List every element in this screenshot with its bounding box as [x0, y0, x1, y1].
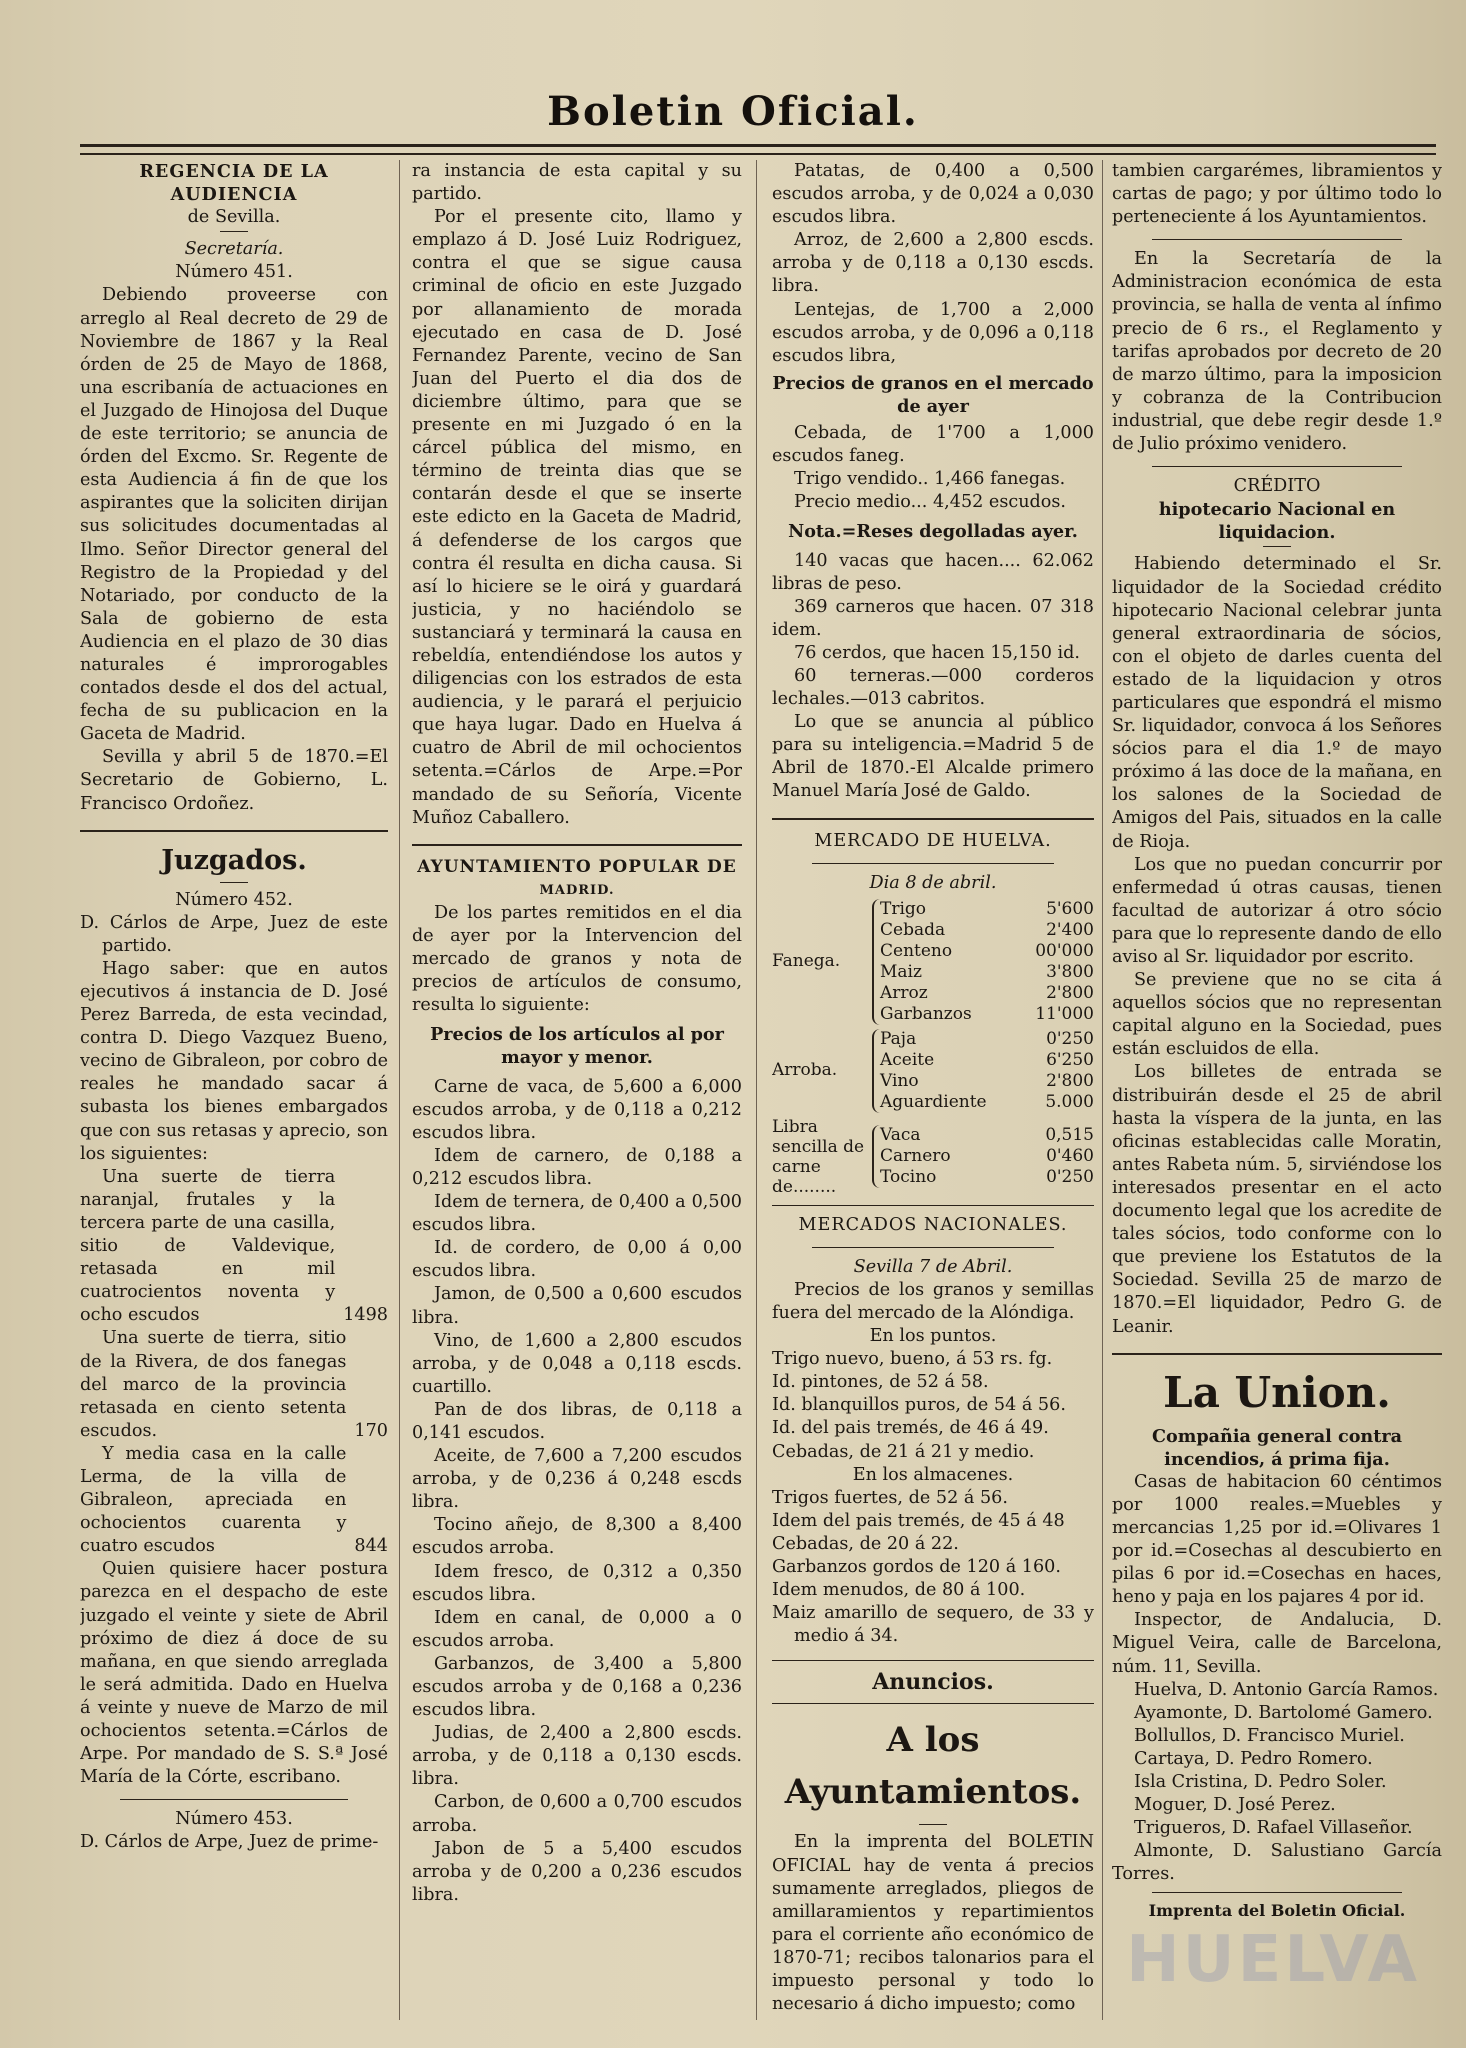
market-row [880, 1029, 1094, 1050]
paragraph: Sevilla y abril 5 de 1870.=El Secretario de Gobierno, L. Francisco Ordoñez. [80, 747, 388, 814]
paragraph: Cebada, de 1'700 a 1,000 escudos faneg. [772, 423, 1094, 467]
product-name: Arroz [880, 982, 928, 1003]
market-row [880, 962, 1094, 983]
divider [1152, 239, 1402, 240]
market-row [880, 1092, 1094, 1113]
list-item: Isla Cristina, D. Pedro Soler. [1134, 1772, 1387, 1792]
divider [772, 1660, 1094, 1661]
market-row [880, 920, 1094, 941]
list-item [80, 1443, 388, 1558]
paragraph: Precio medio... 4,452 escudos. [794, 492, 1067, 513]
market-rows [872, 899, 1094, 1025]
paragraph: ra instancia de esta capital y su partido. [412, 161, 742, 205]
masthead-rule [80, 144, 1436, 155]
paragraph: Los que no puedan concurrir por enfermedad ú otras causas, tienen facultad de autorizar á otro sócio para que lo represente dando de ello aviso al Sr. liquidador por escrito. [1112, 854, 1442, 967]
section-subheading: MADRID. [539, 882, 615, 898]
product-name: Tocino [880, 1167, 937, 1188]
market-table-arroba [772, 1029, 1094, 1113]
paragraph: 369 carneros que hacen. 07 318 idem. [772, 596, 1094, 640]
product-price: 0,515 [1045, 1125, 1094, 1146]
list-item: Almonte, D. Salustiano García Torres. [1112, 1841, 1442, 1885]
paragraph: Trigo vendido.. 1,466 fanegas. [794, 469, 1066, 490]
product-price: 0'460 [1046, 1146, 1094, 1167]
library-watermark: HUELVA [1126, 1923, 1420, 1997]
list-item: Jamon, de 0,500 a 0,600 escudos libra. [412, 1284, 742, 1328]
paragraph: D. Cárlos de Arpe, Juez de prime- [80, 1832, 379, 1853]
market-table-libra [772, 1117, 1094, 1197]
item-value: 170 [354, 1420, 388, 1441]
product-name: Vino [880, 1070, 919, 1091]
price-heading: Precios de los artículos al por mayor y menor. [430, 1024, 724, 1069]
grain-list [772, 1348, 1094, 1463]
divider [412, 844, 742, 846]
column-3 [772, 160, 1094, 2030]
product-price: 2'400 [1046, 919, 1094, 940]
paragraph: Habiendo determinado el Sr. liquidador de la Sociedad crédito hipotecario Nacional celebrar junta general extraordinaria de sócios, con el objeto de darles cuenta del estado de la liquidacion y otros particulares que espondrá el mismo Sr. liquidador, convoca á los Señores sócios para el dia 1.º de mayo próximo á las doce de la mañana, en los salones de la Sociedad de Amigos del Pais, situados en la calle de Rioja. [1112, 554, 1442, 852]
notice-number: Número 451. [175, 262, 293, 283]
product-name: Maiz [880, 961, 922, 982]
paragraph: En la imprenta del BOLETIN OFICIAL hay de venta á precios sumamente arreglados, pliegos de amillaramientos y repartimientos para el corriente año económico de 1870-71; recibos talonarios para el impuesto personal y todo lo necesario á dicho impuesto; como [772, 1832, 1094, 2015]
column-separator [1102, 160, 1103, 2020]
subheading: En los almacenes. [852, 1464, 1014, 1485]
market-heading: MERCADO DE HUELVA. [814, 830, 1052, 851]
market-date: Sevilla 7 de Abril. [853, 1256, 1013, 1277]
list-item: Idem fresco, de 0,312 a 0,350 escudos libra. [412, 1561, 742, 1605]
column-separator [399, 160, 400, 2020]
divider [1263, 546, 1291, 547]
list-item: Lentejas, de 1,700 a 2,000 escudos arroba, y de 0,096 a 0,118 escudos libra, [772, 299, 1094, 366]
divider [772, 818, 1094, 820]
list-item: Garbanzos, de 3,400 a 5,800 escudos arroba y de 0,168 a 0,236 escudos libra. [412, 1653, 742, 1721]
product-price: 2'800 [1046, 1070, 1094, 1091]
list-item: Tocino añejo, de 8,300 a 8,400 escudos arroba. [412, 1515, 742, 1559]
product-price: 11'000 [1035, 1003, 1094, 1024]
paragraph: Lo que se anuncia al público para su inteligencia.=Madrid 5 de Abril de 1870.-El Alcalde primero Manuel María José de Galdo. [772, 712, 1094, 802]
unit-label: Fanega. [772, 951, 841, 972]
divider [220, 231, 248, 232]
list-item: Arroz, de 2,600 a 2,800 escds. arroba y de 0,118 a 0,130 escds. libra. [772, 230, 1094, 297]
item-text: Una suerte de tierra, sitio de la Rivera, de dos fanegas del marco de la provincia retasada en ciento setenta escudos. [80, 1328, 347, 1441]
paragraph: Los billetes de entrada se distribuirán desde el 25 de abril hasta la víspera de la junta, en las oficinas establecidas calle Moratin, antes Rabeta núm. 5, sirviéndose los interesados presentar en el acto documento legal que los acredite de tales sócios, todo conforme con lo que previene los Estatutos de la Sociedad. Sevilla 25 de marzo de 1870.=El liquidador, Pedro G. de Leanir. [1112, 1062, 1442, 1337]
grain-list [772, 1487, 1094, 1649]
product-name: Garbanzos [880, 1003, 972, 1024]
list-item: Carne de vaca, de 5,600 a 6,000 escudos arroba, y de 0,118 a 0,212 escudos libra. [412, 1076, 742, 1143]
column-1 [80, 160, 388, 2030]
list-item: Idem de carnero, de 0,188 a 0,212 escudos libra. [412, 1145, 742, 1189]
paragraph: 76 cerdos, que hacen 15,150 id. [794, 642, 1080, 663]
market-table-fanega [772, 899, 1094, 1025]
paragraph: Hago saber: que en autos ejecutivos á instancia de D. José Perez Barreda, de esta vecindad, contra D. Diego Vazquez Bueno, vecino de Gibraleon, por cobro de reales he mandado sacar á subasta los bienes embargados que con sus retasas y aprecio, son los siguientes: [80, 958, 388, 1164]
market-row [880, 1050, 1094, 1071]
section-label: Secretaría. [184, 239, 284, 260]
ad-heading: La Union. [1163, 1367, 1391, 1417]
list-item [80, 1327, 388, 1442]
list-item: Idem de ternera, de 0,400 a 0,500 escudos libra. [412, 1192, 742, 1236]
product-name: Centeno [880, 940, 953, 961]
list-item: Maiz amarillo de sequero, de 33 y medio á 34. [772, 1603, 1094, 1647]
section-heading: Juzgados. [161, 844, 307, 876]
list-item: Pan de dos libras, de 0,118 a 0,141 escudos. [412, 1399, 742, 1443]
item-text: Una suerte de tierra naranjal, frutales y la tercera parte de una casilla, sitio de Valdevique, retasada en mil cuatrocientos noventa y ocho escudos [80, 1166, 336, 1326]
divider [80, 830, 388, 832]
product-price: 00'000 [1035, 940, 1094, 961]
divider [812, 863, 1054, 864]
list-item: Moguer, D. José Perez. [1134, 1795, 1336, 1816]
list-item: Id. pintones, de 52 á 58. [772, 1372, 989, 1393]
paragraph: De los partes remitidos en el dia de ayer por la Intervencion del mercado de granos y nota de precios de artículos de consumo, resulta lo siguiente: [412, 902, 742, 1016]
item-value: 1498 [343, 1305, 388, 1326]
product-name: Paja [880, 1028, 917, 1049]
paragraph: tambien cargarémes, libramientos y cartas de pago; y por último todo lo perteneciente á los Ayuntamientos. [1112, 161, 1442, 228]
column-2 [412, 160, 742, 2030]
list-item: Patatas, de 0,400 a 0,500 escudos arroba, y de 0,024 a 0,030 escudos libra. [772, 161, 1094, 228]
list-item: Huelva, D. Antonio García Ramos. [1134, 1679, 1439, 1700]
unit-label: Libra sencilla de carne de........ [772, 1116, 865, 1197]
list-item: Id. blanquillos puros, de 54 á 56. [772, 1395, 1066, 1416]
market-heading: MERCADOS NACIONALES. [798, 1214, 1068, 1235]
product-price: 3'800 [1046, 961, 1094, 982]
notice-number: Número 452. [175, 889, 293, 910]
paragraph: Por el presente cito, llamo y emplazo á D. José Luiz Rodriguez, contra el que se sigue causa criminal de oficio en este Juzgado por allanamiento de morada ejecutado en casa de D. José Fernandez Parente, vecino de San Juan del Puerto el dia dos de diciembre último, para que se presente en mi Juzgado ó en la cárcel pública del mismo, en término de treinta dias que se contarán desde el que se inserte este edicto en la Gaceta de Madrid, á defenderse de los cargos que contra él resulta en dicha causa. Si así lo hiciere se le oirá y guardará justicia, y no haciéndolo se sustanciará y terminará la causa en rebeldía, entendiéndose los autos y diligencias con los estrados de esta audiencia, y le parará el perjuicio que haya lugar. Dado en Huelva á cuatro de Abril de mil ochocientos setenta.=Cárlos de Arpe.=Por mandado de su Señoría, Vicente Muñoz Caballero. [412, 207, 742, 828]
list-item: Id. del pais tremés, de 46 á 49. [772, 1418, 1049, 1439]
paragraph: Precios de los granos y semillas fuera del mercado de la Alóndiga. [772, 1279, 1094, 1323]
divider [220, 882, 248, 883]
product-price: 5.000 [1045, 1091, 1094, 1112]
divider [1112, 1353, 1442, 1355]
market-rows [872, 1125, 1094, 1188]
masthead: Boletin Oficial. [547, 88, 919, 135]
list-item [80, 1166, 388, 1328]
notice-number: Número 453. [175, 1809, 293, 1830]
list-item: Cebadas, de 21 á 21 y medio. [772, 1441, 1035, 1462]
divider [1152, 466, 1402, 467]
market-date: Dia 8 de abril. [869, 872, 997, 893]
paragraph: Debiendo proveerse con arreglo al Real decreto de 29 de Noviembre de 1867 y la Real órden de 25 de Mayo de 1868, una escribanía de actuaciones en el Juzgado de Hinojosa del Duque de este territorio; se anuncia de órden del Excmo. Sr. Regente de esta Audiencia á fin de que los aspirantes que la soliciten dirijan sus solicitudes documentadas al Ilmo. Señor Director general del Registro de la Propiedad y del Notariado, por conducto de la Sala de gobierno de esta Audiencia en el plazo de 30 dias naturales é improrogables contados desde el dos del actual, fecha de su publicacion en la Gaceta de Madrid. [80, 285, 388, 745]
list-item: Aceite, de 7,600 a 7,200 escudos arroba, y de 0,236 á 0,248 escds libra. [412, 1446, 742, 1513]
price-list [772, 160, 1094, 368]
product-price: 5'600 [1046, 898, 1094, 919]
market-row [880, 899, 1094, 920]
list-item: Garbanzos gordos de 120 á 160. [772, 1557, 1061, 1578]
divider [772, 1205, 1094, 1206]
list-item: Idem menudos, de 80 á 100. [772, 1580, 1026, 1601]
divider [1152, 1892, 1402, 1893]
divider [919, 1824, 947, 1825]
product-name: Trigo [880, 898, 927, 919]
list-item: Cebadas, de 20 á 22. [772, 1533, 959, 1554]
list-item: Trigo nuevo, bueno, á 53 rs. fg. [772, 1349, 1053, 1370]
list-item: Inspector, de Andalucia, D. Miguel Veira, calle de Barcelona, núm. 11, Sevilla. [1112, 1610, 1442, 1677]
market-row [880, 1125, 1094, 1146]
section-heading: REGENCIA DE LA AUDIENCIA [139, 161, 329, 206]
product-price: 6'250 [1046, 1049, 1094, 1070]
market-row [880, 1146, 1094, 1167]
list-item: Jabon de 5 a 5,400 escudos arroba y de 0,200 a 0,236 escudos libra. [412, 1838, 742, 1905]
section-heading: AYUNTAMIENTO POPULAR DE [417, 856, 737, 877]
divider [772, 1703, 1094, 1704]
market-row [880, 983, 1094, 1004]
paragraph: Quien quisiere hacer postura parezca en el despacho de este juzgado el veinte y siete de Abril próximo de diez á doce de su mañana, en que siendo arreglada le será admitida. Dado en Huelva á veinte y nueve de Marzo de mil ochocientos setenta.=Cárlos de Arpe. Por mandado de S. S.ª José María de la Córte, escribano. [80, 1559, 388, 1788]
paragraph: Casas de habitacion 60 céntimos por 1000 reales.=Muebles y mercancias 1,25 por id.=Olivares 1 por id.=Cosechas al descubierto en pilas 6 por id.=Cosechas en haces, heno y paja en los pajares 4 por id. [1112, 1471, 1442, 1608]
list-item: Idem del pais tremés, de 45 á 48 [772, 1510, 1065, 1531]
subheading: En los puntos. [869, 1326, 997, 1347]
market-row [880, 941, 1094, 962]
ad-heading: A los Ayuntamientos. [784, 1720, 1082, 1813]
section-heading: CRÉDITO [1233, 476, 1321, 497]
paragraph: 60 terneras.—000 corderos lechales.—013 cabritos. [772, 665, 1094, 710]
unit-label: Arroba. [772, 1060, 838, 1081]
product-price: 0'250 [1046, 1028, 1094, 1049]
product-name: Aceite [880, 1049, 935, 1070]
list-item: Id. de cordero, de 0,00 á 0,00 escudos libra. [412, 1238, 742, 1282]
list-item: Ayamonte, D. Bartolomé Gamero. [1134, 1702, 1433, 1723]
list-item: Bollullos, D. Francisco Muriel. [1134, 1725, 1405, 1746]
product-name: Vaca [880, 1125, 921, 1146]
paragraph: 140 vacas que hacen.... 62.062 libras de peso. [772, 550, 1094, 594]
product-name: Carnero [880, 1146, 951, 1167]
section-heading: Nota.=Reses degolladas ayer. [788, 521, 1078, 543]
paragraph: D. Cárlos de Arpe, Juez de este partido. [80, 912, 388, 956]
section-heading: Anuncios. [872, 1669, 994, 1696]
list-item: Cartaya, D. Pedro Romero. [1134, 1748, 1373, 1769]
market-row [880, 1004, 1094, 1025]
price-list [412, 1076, 742, 1907]
printer-imprint: Imprenta del Boletin Oficial. [1148, 1901, 1406, 1921]
market-row [880, 1167, 1094, 1188]
product-name: Aguardiente [880, 1091, 987, 1112]
product-name: Cebada [880, 919, 946, 940]
list-item: Trigos fuertes, de 52 á 56. [772, 1487, 1008, 1508]
ad-subheading: Compañia general contra incendios, á prima fija. [1151, 1425, 1403, 1470]
column-4 [1112, 160, 1442, 2030]
agents-list [1112, 1609, 1442, 1886]
section-subheading: hipotecario Nacional en liquidacion. [1158, 499, 1396, 544]
market-rows [872, 1029, 1094, 1113]
market-row [880, 1071, 1094, 1092]
paragraph: En la Secretaría de la Administracion económica de esta provincia, se halla de venta al ínfimo precio de 6 rs., el Reglamento y tarifas aprobados por decreto de 20 de marzo último, para la imposicion y cobranza de la Contribucion industrial, que debe regir desde 1.º de Julio próximo venidero. [1112, 249, 1442, 455]
column-separator [756, 160, 757, 2020]
item-text: Y media casa en la calle Lerma, de la villa de Gibraleon, apreciada en ochocientos cuarenta y cuatro escudos [80, 1443, 347, 1557]
product-price: 2'800 [1046, 982, 1094, 1003]
section-subheading: de Sevilla. [187, 207, 281, 228]
list-item: Carbon, de 0,600 a 0,700 escudos arroba. [412, 1792, 742, 1836]
divider [812, 1247, 1054, 1248]
list-item: Vino, de 1,600 a 2,800 escudos arroba, y de 0,048 a 0,118 escds. cuartillo. [412, 1330, 742, 1397]
list-item: Trigueros, D. Rafael Villaseñor. [1134, 1818, 1413, 1839]
price-heading: Precios de granos en el mercado de ayer [772, 372, 1094, 417]
divider [120, 1799, 348, 1800]
list-item: Idem en canal, de 0,000 a 0 escudos arroba. [412, 1607, 742, 1651]
list-item: Judias, de 2,400 a 2,800 escds. arroba, y de 0,118 a 0,130 escds. libra. [412, 1723, 742, 1790]
paragraph: Se previene que no se cita á aquellos sócios que no representan capital alguno en la Sociedad, pues están escluidos de ella. [1112, 970, 1442, 1060]
product-price: 0'250 [1046, 1167, 1094, 1188]
item-value: 844 [354, 1536, 388, 1557]
